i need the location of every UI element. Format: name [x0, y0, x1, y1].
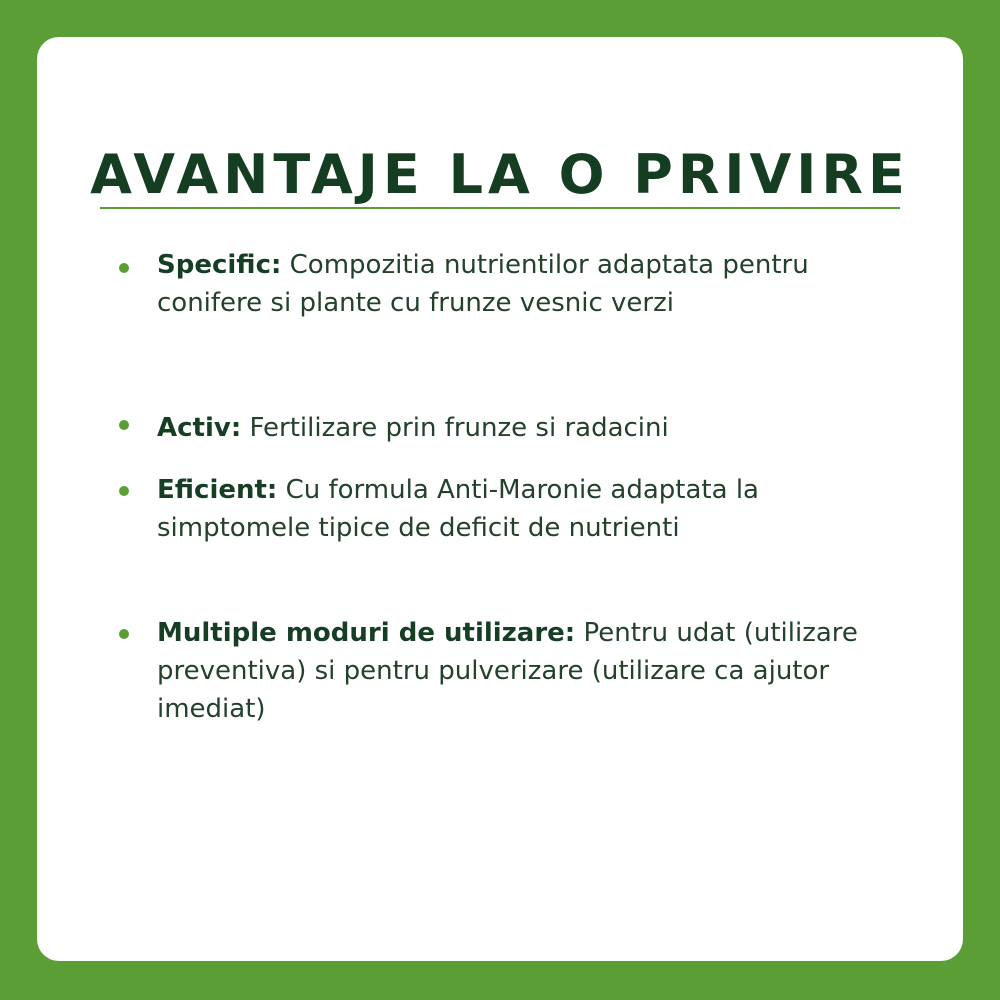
item-text: [157, 614, 887, 728]
bullet-icon: [119, 629, 129, 639]
item-label: Eficient:: [157, 475, 278, 505]
item-text: [157, 246, 887, 322]
page-title: AVANTAJE LA O PRIVIRE: [90, 143, 910, 206]
title-divider: [100, 207, 900, 209]
bullet-icon: [119, 263, 129, 273]
item-description: Compozitia nutrientilor adaptata pentru conifere si plante cu frunze vesnic verzi: [157, 250, 809, 318]
item-description: Fertilizare prin frunze si radacini: [241, 413, 669, 443]
item-label: Multiple moduri de utilizare:: [157, 618, 576, 648]
item-text: [157, 471, 887, 547]
bullet-icon: [119, 420, 129, 430]
item-label: Activ:: [157, 413, 242, 443]
item-description: Cu formula Anti-Maronie adaptata la simptomele tipice de deficit de nutrienti: [157, 475, 759, 543]
item-description: Pentru udat (utilizare preventiva) si pentru pulverizare (utilizare ca ajutor imediat): [157, 618, 858, 724]
bullet-icon: [119, 486, 129, 496]
content-card: [37, 37, 963, 961]
item-text: [157, 409, 887, 447]
item-label: Specific:: [157, 250, 282, 280]
